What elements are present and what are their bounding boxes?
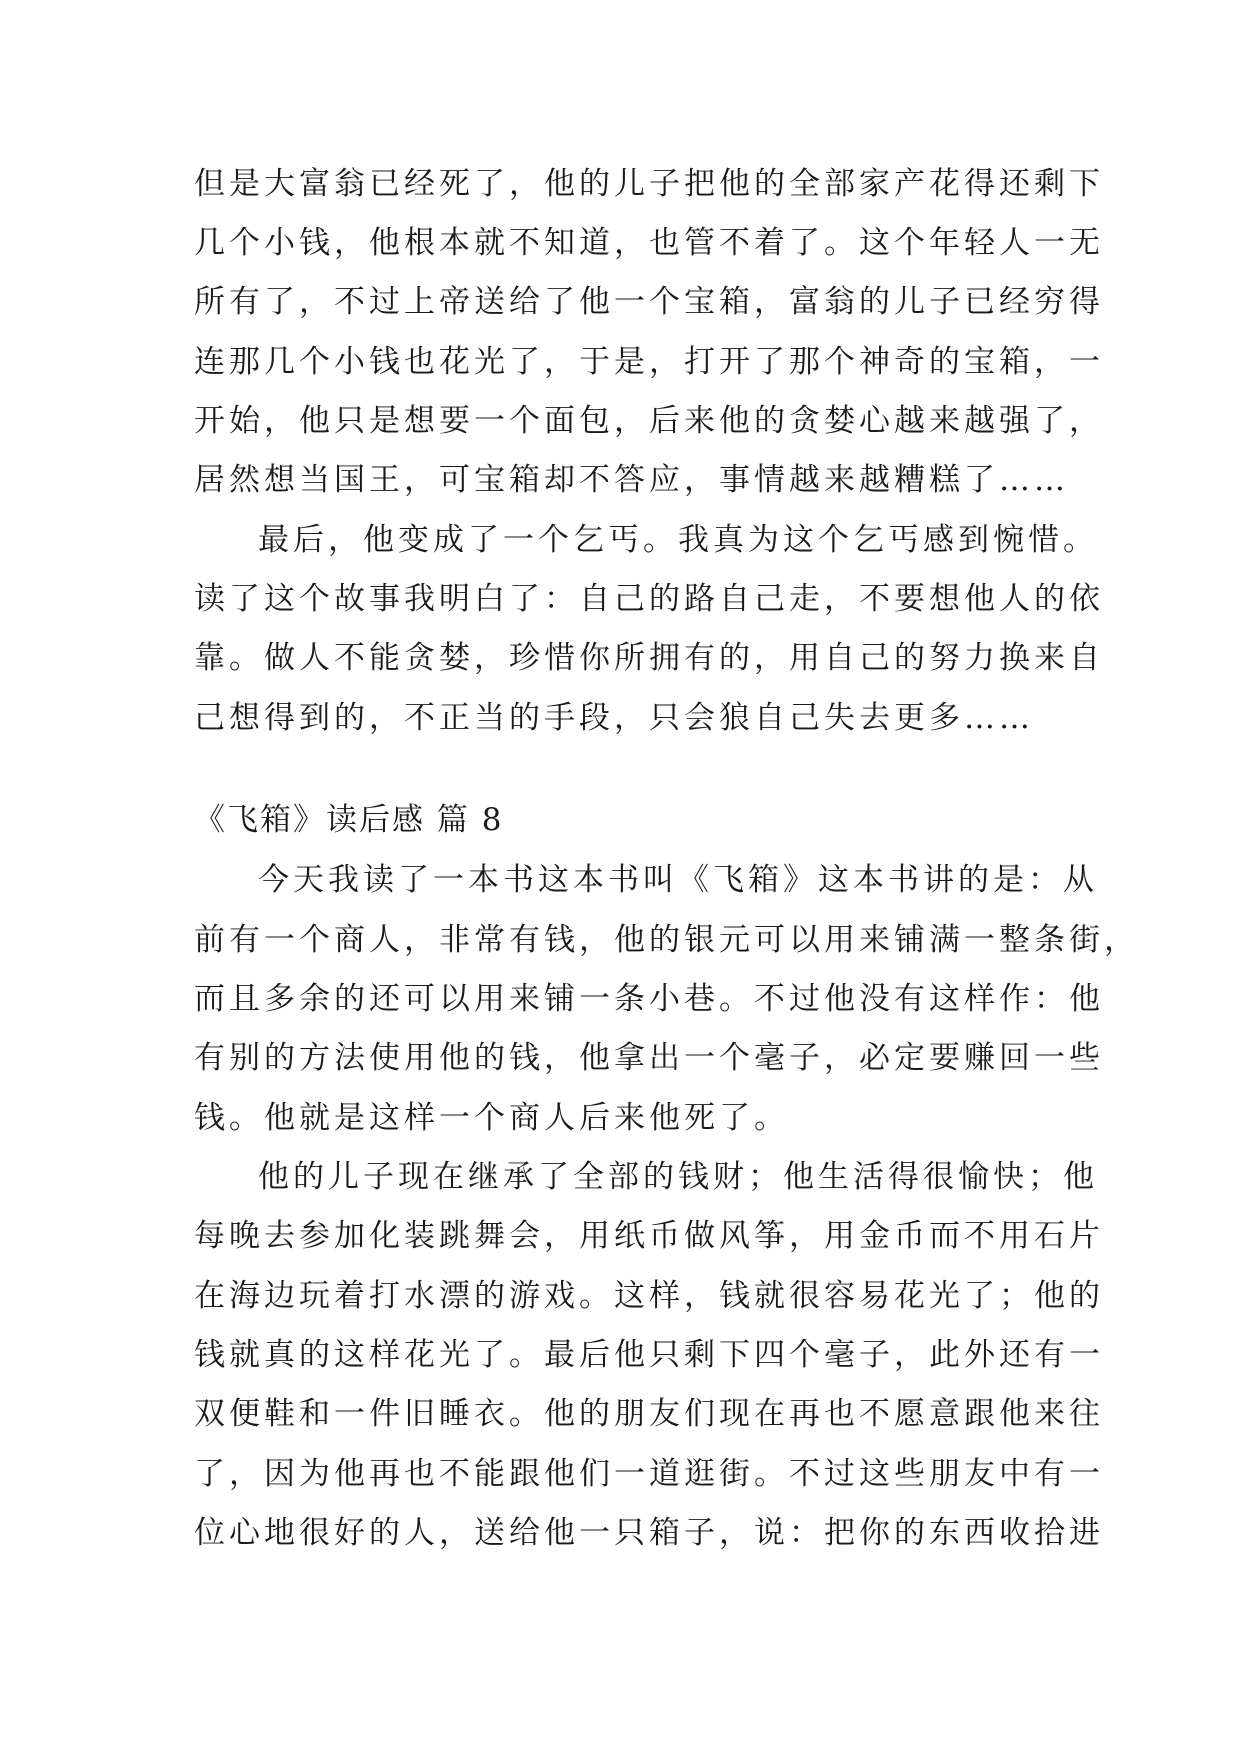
text-line: 而且多余的还可以用来铺一条小巷。不过他没有这样作：他 — [194, 981, 1104, 1017]
text-line: 今天我读了一本书这本书叫《飞箱》这本书讲的是：从 — [258, 862, 1098, 898]
text-line: 居然想当国王，可宝箱却不答应，事情越来越糟糕了…… — [194, 462, 1069, 498]
text-line: 连那几个小钱也花光了，于是，打开了那个神奇的宝箱，一 — [194, 344, 1104, 380]
text-line: 在海边玩着打水漂的游戏。这样，钱就很容易花光了；他的 — [194, 1278, 1104, 1314]
text-line: 但是大富翁已经死了，他的儿子把他的全部家产花得还剩下 — [194, 166, 1104, 202]
text-line: 最后，他变成了一个乞丐。我真为这个乞丐感到惋惜。 — [258, 522, 1098, 558]
text-line: 己想得到的，不正当的手段，只会狼自己失去更多…… — [194, 700, 1034, 736]
text-line: 靠。做人不能贪婪，珍惜你所拥有的，用自己的努力换来自 — [194, 640, 1104, 676]
text-line: 读了这个故事我明白了：自己的路自己走，不要想他人的依 — [194, 581, 1104, 617]
text-line: 有别的方法使用他的钱，他拿出一个毫子，必定要赚回一些 — [194, 1040, 1104, 1076]
text-line: 钱。他就是这样一个商人后来他死了。 — [194, 1100, 789, 1136]
text-line: 位心地很好的人，送给他一只箱子，说：把你的东西收拾进 — [194, 1515, 1104, 1551]
text-line: 几个小钱，他根本就不知道，也管不着了。这个年轻人一无 — [194, 225, 1104, 261]
text-line: 开始，他只是想要一个面包，后来他的贪婪心越来越强了， — [194, 403, 1104, 439]
text-line: 钱就真的这样花光了。最后他只剩下四个毫子，此外还有一 — [194, 1337, 1104, 1373]
text-line: 每晚去参加化装跳舞会，用纸币做风筝，用金币而不用石片 — [194, 1218, 1104, 1254]
text-line: 所有了，不过上帝送给了他一个宝箱，富翁的儿子已经穷得 — [194, 284, 1104, 320]
text-line: 双便鞋和一件旧睡衣。他的朋友们现在再也不愿意跟他来往 — [194, 1396, 1104, 1432]
text-line: 前有一个商人，非常有钱，他的银元可以用来铺满一整条街， — [194, 922, 1139, 958]
section-heading: 《飞箱》读后感 篇 8 — [194, 802, 504, 838]
text-line: 了，因为他再也不能跟他们一道逛街。不过这些朋友中有一 — [194, 1456, 1104, 1492]
text-line: 他的儿子现在继承了全部的钱财；他生活得很愉快；他 — [258, 1159, 1098, 1195]
